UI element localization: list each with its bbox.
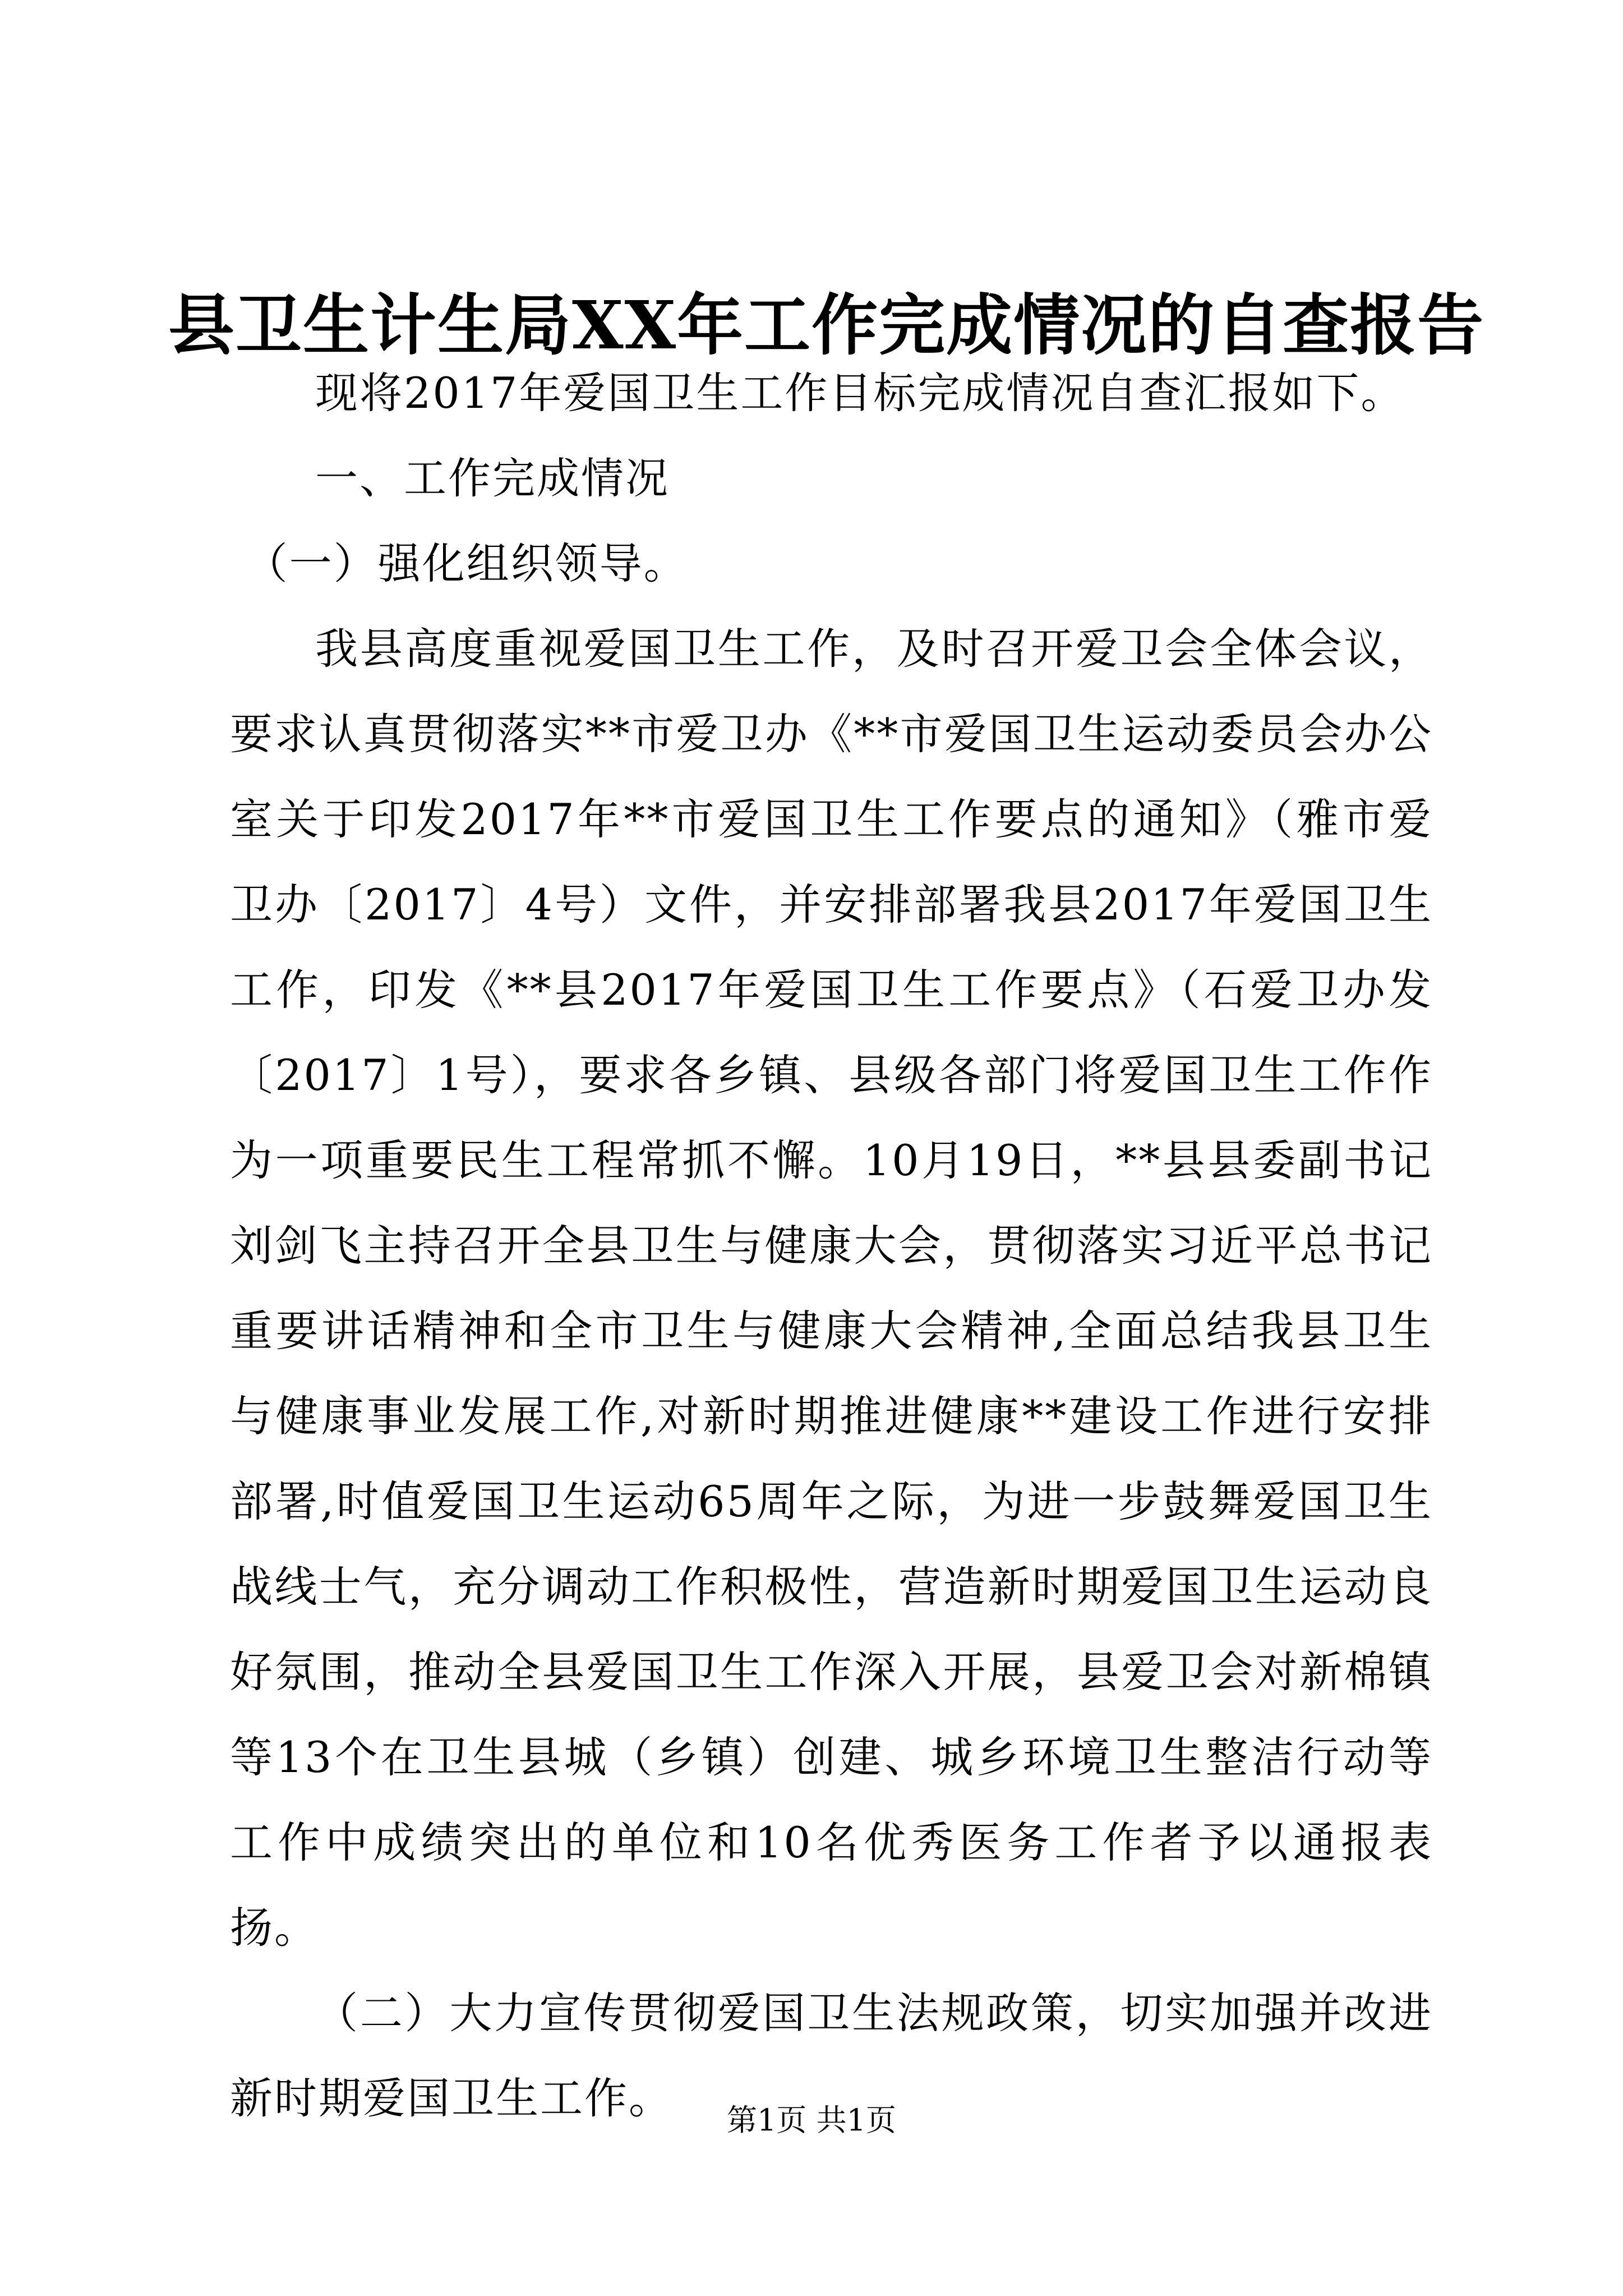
- section-heading: 一、工作完成情况: [315, 453, 670, 503]
- subsection-heading-2: （二）大力宣传贯彻爱国卫生法规政策，切实加强并改进新时期爱国卫生工作。: [230, 1988, 1433, 2123]
- subsection-heading-1: （一）强化组织领导。: [245, 539, 688, 588]
- page-footer: 第1页 共1页: [727, 2102, 896, 2138]
- document-body: [230, 351, 1433, 2141]
- body-paragraph: 我县高度重视爱国卫生工作，及时召开爱卫会全体会议，要求认真贯彻落实**市爱卫办《**市爱国卫生运动委员会办公室关于印发2017年**市爱国卫生工作要点的通知》（雅市爱卫办〔2017〕4号）文件，并安排部署我县2017年爱国卫生工作，印发《**县2017年爱国卫生工作要点》（石爱卫办发〔2017〕1号），要求各乡镇、县级各部门将爱国卫生工作作为一项重要民生工程常抓不懈。10月19日，**县县委副书记刘剑飞主持召开全县卫生与健康大会，贯彻落实习近平总书记重要讲话精神和全市卫生与健康大会精神,全面总结我县卫生与健康事业发展工作,对新时期推进健康**建设工作进行安排部署,时值爱国卫生运动65周年之际，为进一步鼓舞爱国卫生战线士气，充分调动工作积极性，营造新时期爱国卫生运动良好氛围，推动全县爱国卫生工作深入开展，县爱卫会对新棉镇等13个在卫生县城（乡镇）创建、城乡环境卫生整洁行动等工作中成绩突出的单位和10名优秀医务工作者予以通报表扬。: [230, 624, 1433, 1953]
- intro-paragraph: 现将2017年爱国卫生工作目标完成情况自查汇报如下。: [315, 368, 1405, 418]
- document-title: 县卫生计生局XX年工作完成情况的自查报告: [168, 286, 1485, 364]
